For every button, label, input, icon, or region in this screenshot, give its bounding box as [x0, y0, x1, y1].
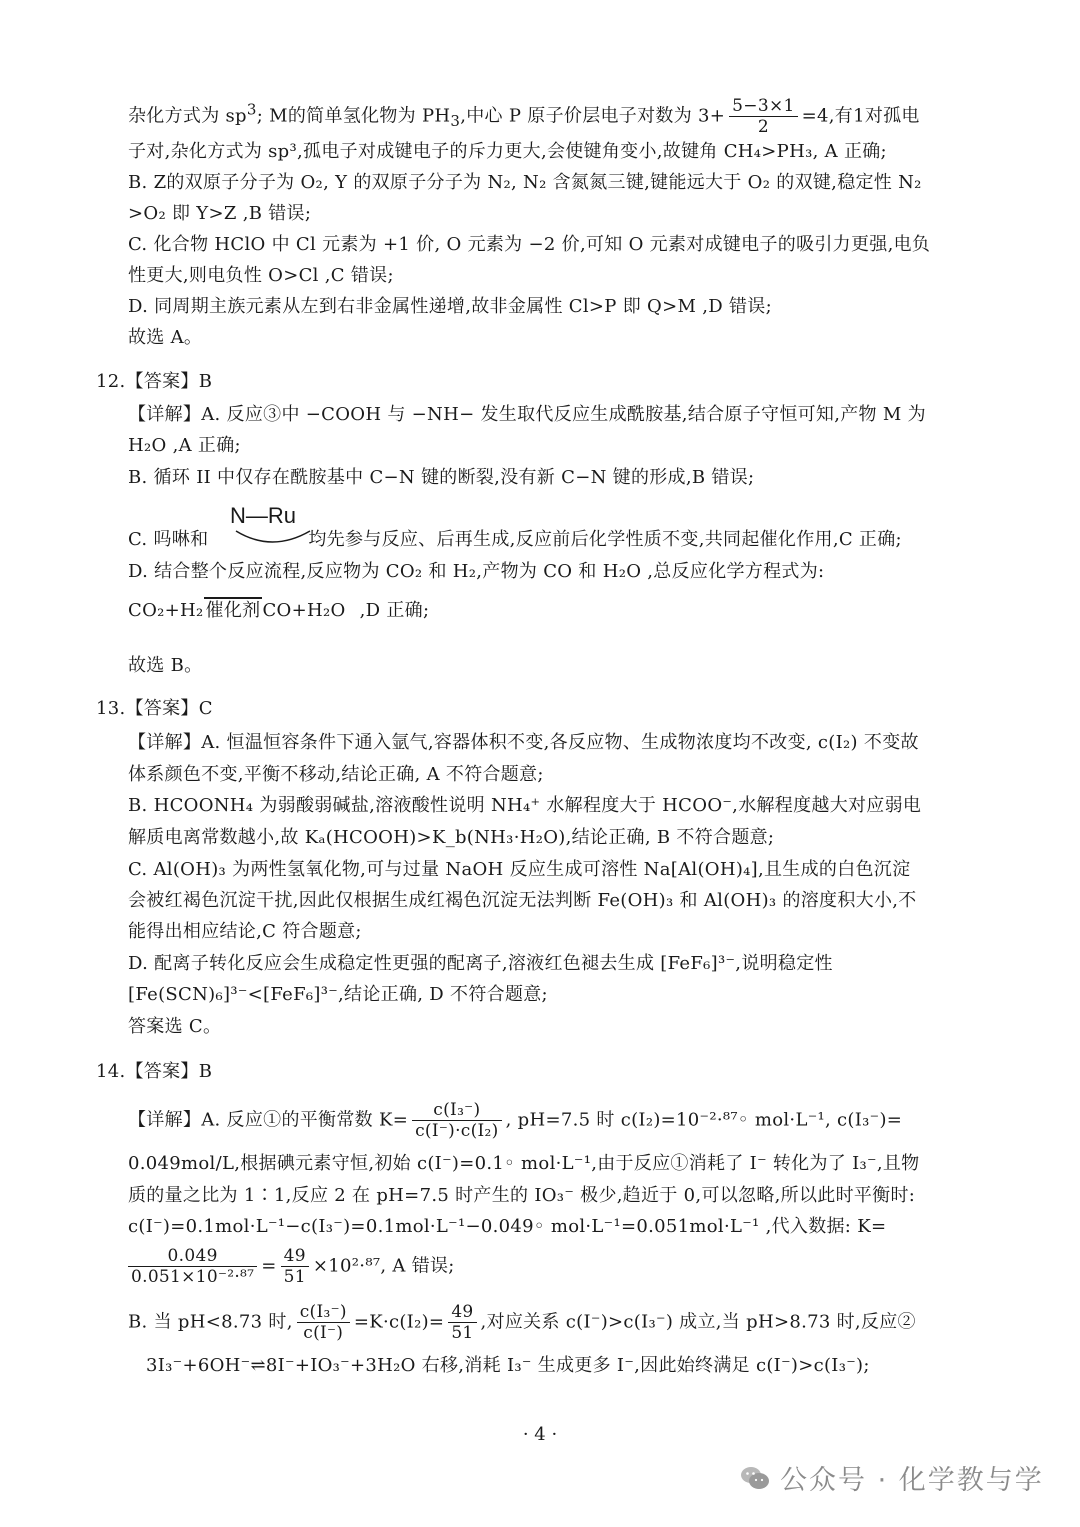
text-line: B. Z的双原子分子为 O₂, Y 的双原子分子为 N₂, N₂ 含氮氮三键,键能远大于 O₂ 的双键,稳定性 N₂ — [128, 172, 922, 193]
text-line — [128, 1100, 902, 1141]
text: ×10²·⁸⁷, A 错误; — [312, 1255, 455, 1277]
superscript: 3 — [246, 100, 257, 119]
equation-reactants: CO₂+H₂ — [128, 600, 204, 621]
text-line: B. HCOONH₄ 为弱酸弱碱盐,溶液酸性说明 NH₄⁺ 水解程度大于 HCOO⁻,水解程度越大对应弱电 — [128, 795, 922, 816]
text-line: 答案选 C。 — [128, 1016, 222, 1037]
question-header-13: 13.【答案】C — [96, 698, 213, 719]
question-header-14: 14.【答案】B — [96, 1061, 213, 1082]
text-line: D. 配离子转化反应会生成稳定性更强的配离子,溶液红色褪去生成 [FeF₆]³⁻,说明稳定性 — [128, 953, 833, 974]
text-line: B. 循环 II 中仅存在酰胺基中 C−N 键的断裂,没有新 C−N 键的形成,B 错误; — [128, 467, 755, 488]
text-line: 质的量之比为 1∶1,反应 2 在 pH=7.5 时产生的 IO₃⁻ 极少,趋近于 0,可以忽略,所以此时平衡时: — [128, 1185, 916, 1206]
fraction-numerator: 0.049 — [128, 1246, 257, 1267]
text-line: 解质电离常数越小,故 Kₐ(HCOOH)>K_b(NH₃·H₂O),结论正确, B 不符合题意; — [128, 827, 775, 848]
text-line: 【详解】A. 反应③中 −COOH 与 −NH− 发生取代反应生成酰胺基,结合原子守恒可知,产物 M 为 — [128, 404, 926, 425]
text-line: c(I⁻)=0.1mol·L⁻¹−c(I₃⁻)=0.1mol·L⁻¹−0.049◦ mol·L⁻¹=0.051mol·L⁻¹ ,代入数据: K= — [128, 1216, 887, 1237]
text-line: C. 化合物 HClO 中 Cl 元素为 +1 价, O 元素为 −2 价,可知 O 元素对成键电子的吸引力更强,电负 — [128, 234, 931, 255]
fraction — [297, 1302, 350, 1343]
text: ,D 正确; — [359, 600, 430, 621]
text-line — [128, 1302, 916, 1343]
text: C. 吗啉和 — [128, 529, 209, 550]
fraction — [128, 1246, 257, 1287]
text-line: C. Al(OH)₃ 为两性氢氧化物,可与过量 NaOH 反应生成可溶性 Na[Al(OH)₄],且生成的白色沉淀 — [128, 859, 911, 880]
text-line: 3I₃⁻+6OH⁻⇌8I⁻+IO₃⁻+3H₂O 右移,消耗 I₃⁻ 生成更多 I⁻,因此始终满足 c(I⁻)>c(I₃⁻); — [146, 1355, 870, 1376]
text: 均先参与反应、后再生成,反应前后化学性质不变,共同起催化作用,C 正确; — [308, 529, 902, 550]
text-line — [128, 96, 920, 137]
fraction — [412, 1100, 502, 1141]
text-line: 故选 B。 — [128, 655, 203, 676]
fraction — [281, 1246, 309, 1287]
text-line: 0.049mol/L,根据碘元素守恒,初始 c(I⁻)=0.1◦ mol·L⁻¹,由于反应①消耗了 I⁻ 转化为了 I₃⁻,且物 — [128, 1153, 920, 1174]
text-line: [Fe(SCN)₆]³⁻<[FeF₆]³⁻,结论正确, D 不符合题意; — [128, 984, 548, 1005]
text: ,中心 P 原子价层电子对数为 3+ — [460, 105, 726, 127]
fraction-numerator: c(I₃⁻) — [297, 1302, 350, 1323]
fraction-denominator: 0.051×10⁻²·⁸⁷ — [131, 1267, 255, 1287]
text-line: H₂O ,A 正确; — [128, 435, 241, 456]
structure-label: N—Ru — [230, 503, 297, 528]
text-line: 故选 A。 — [128, 327, 203, 348]
text: =K·c(I₂)= — [353, 1311, 445, 1333]
text-line: 【详解】A. 恒温恒容条件下通入氩气,容器体积不变,各反应物、生成物浓度均不改变, c(I₂) 不变故 — [128, 732, 919, 753]
text: B. 当 pH<8.73 时, — [128, 1311, 293, 1333]
wechat-icon — [740, 1465, 770, 1491]
fraction-denominator: c(I⁻) — [303, 1323, 344, 1343]
fraction — [729, 96, 797, 137]
text: ,对应关系 c(I⁻)>c(I₃⁻) 成立,当 pH>8.73 时,反应② — [480, 1311, 916, 1333]
fraction-denominator: 51 — [283, 1267, 306, 1287]
fraction-denominator: c(I⁻)·c(I₂) — [415, 1121, 499, 1141]
text-line: >O₂ 即 Y>Z ,B 错误; — [128, 203, 312, 224]
catalyst-label: 催化剂 — [204, 597, 263, 623]
fraction-numerator: 5−3×1 — [729, 96, 797, 117]
watermark-text: 公众号 · 化学教与学 — [780, 1465, 1044, 1496]
fraction-numerator: 49 — [281, 1246, 309, 1267]
text: 杂化方式为 sp — [128, 105, 247, 127]
fraction-denominator: 2 — [757, 117, 769, 137]
fraction — [448, 1302, 476, 1343]
text-line: D. 结合整个反应流程,反应物为 CO₂ 和 H₂,产物为 CO 和 H₂O ,总反应化学方程式为: — [128, 561, 825, 582]
text-line: D. 同周期主族元素从左到右非金属性递增,故非金属性 Cl>P 即 Q>M ,D 错误; — [128, 296, 772, 317]
text-line: 体系颜色不变,平衡不移动,结论正确, A 不符合题意; — [128, 764, 544, 785]
fraction-numerator: c(I₃⁻) — [412, 1100, 502, 1121]
text-line: 性更大,则电负性 O>Cl ,C 错误; — [128, 265, 394, 286]
text-line: 子对,杂化方式为 sp³,孤电子对成键电子的斥力更大,会使键角变小,故键角 CH₄>PH₃, A 正确; — [128, 141, 887, 162]
text: =4,有1对孤电 — [801, 105, 920, 127]
question-header-12: 12.【答案】B — [96, 371, 213, 392]
watermark — [740, 1458, 1044, 1497]
text-line — [128, 1246, 455, 1287]
text-line: 会被红褐色沉淀干扰,因此仅根据生成红褐色沉淀无法判断 Fe(OH)₃ 和 Al(OH)₃ 的溶度积大小,不 — [128, 890, 917, 911]
text: = — [261, 1255, 277, 1277]
page-number: · 4 · — [522, 1424, 558, 1445]
equation-line — [128, 597, 429, 623]
fraction-denominator: 51 — [451, 1323, 474, 1343]
subscript: 3 — [450, 112, 461, 131]
text: ; M的简单氢化物为 PH — [256, 105, 451, 127]
text: 【详解】A. 反应①的平衡常数 K= — [128, 1109, 409, 1131]
fraction-numerator: 49 — [448, 1302, 476, 1323]
equation-products: CO+H₂O — [262, 600, 346, 621]
text-line — [128, 528, 902, 552]
text: , pH=7.5 时 c(I₂)=10⁻²·⁸⁷◦ mol·L⁻¹, c(I₃⁻)= — [505, 1109, 903, 1131]
text-line: 能得出相应结论,C 符合题意; — [128, 921, 362, 942]
